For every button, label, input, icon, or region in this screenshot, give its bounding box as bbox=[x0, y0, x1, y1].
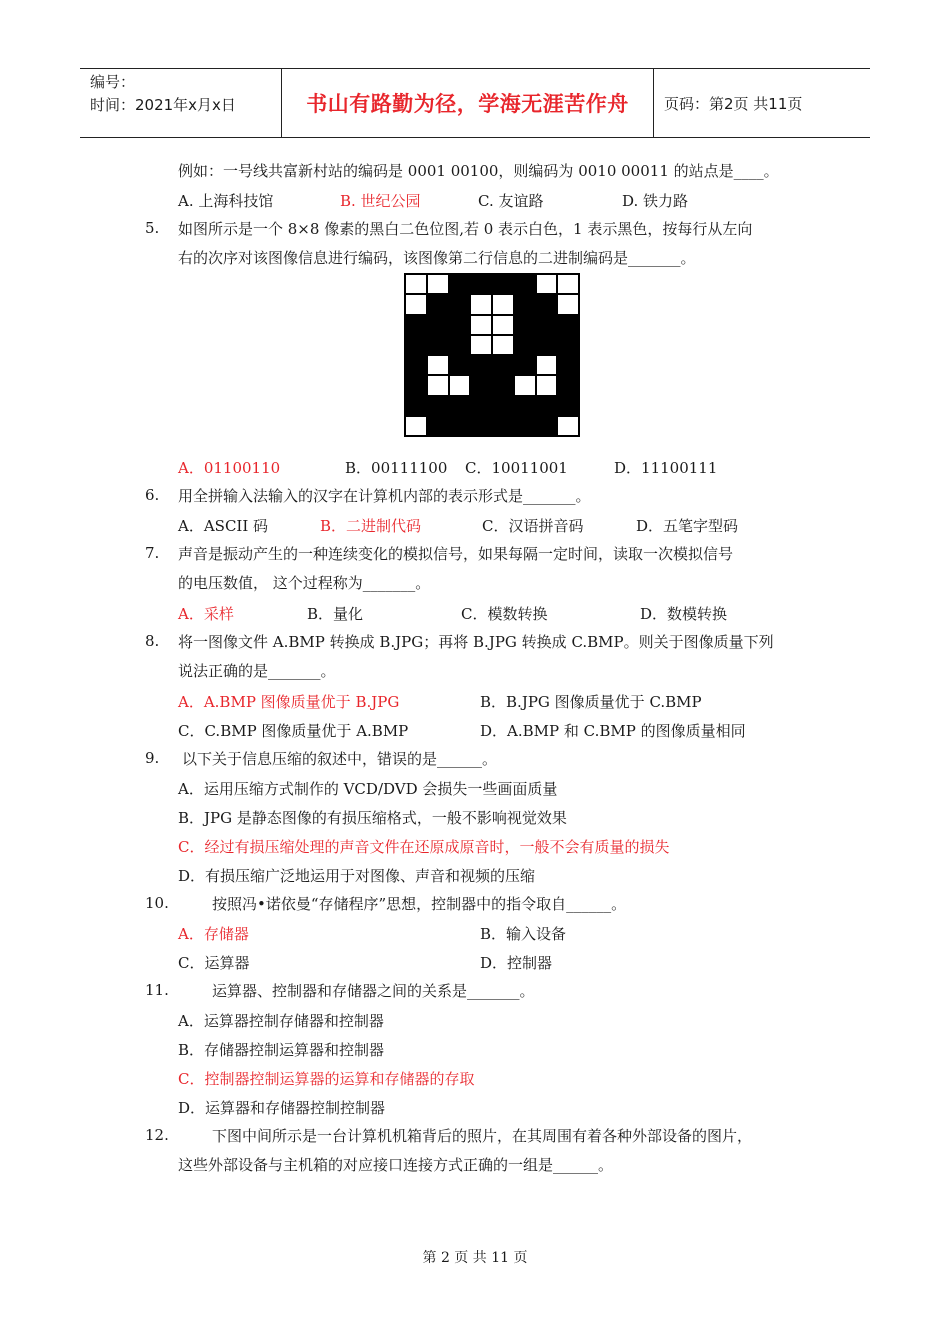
q12-text-line1: 下图中间所示是一台计算机机箱背后的照片，在其周围有着各种外部设备的图片， bbox=[212, 1127, 753, 1145]
bitmap-pixel bbox=[470, 396, 492, 416]
header-meta bbox=[80, 69, 282, 137]
q9-text-line1: 以下关于信息压缩的叙述中，错误的是______。 bbox=[182, 750, 498, 768]
q6-option-d: D．五笔字型码 bbox=[636, 517, 739, 535]
q7-option-b: B．量化 bbox=[307, 605, 364, 623]
bitmap-pixel bbox=[427, 355, 449, 375]
q11-text-line1: 运算器、控制器和存储器之间的关系是_______。 bbox=[212, 982, 535, 1000]
bitmap-pixel bbox=[536, 375, 558, 395]
bitmap-pixel bbox=[405, 335, 427, 355]
header-motto: 书山有路勤为径，学海无涯苦作舟 bbox=[282, 69, 654, 137]
q4-option-c: C. 友谊路 bbox=[478, 192, 544, 210]
q12-number: 12. bbox=[145, 1126, 169, 1144]
bitmap-pixel bbox=[514, 375, 536, 395]
bitmap-pixel bbox=[405, 315, 427, 335]
header-page-info: 页码：第2页 共11页 bbox=[664, 94, 803, 113]
q11-option-c: C．控制器控制运算器的运算和存储器的存取 bbox=[178, 1070, 475, 1088]
bitmap-pixel bbox=[405, 396, 427, 416]
bitmap-pixel bbox=[557, 274, 579, 294]
bitmap-pixel bbox=[492, 294, 514, 314]
bitmap-pixel bbox=[536, 315, 558, 335]
page-footer: 第 2 页 共 11 页 bbox=[422, 1250, 528, 1266]
q5-option-b: B．00111100 bbox=[345, 459, 448, 477]
bitmap-pixel bbox=[427, 315, 449, 335]
bitmap-pixel bbox=[427, 396, 449, 416]
bitmap-pixel bbox=[427, 294, 449, 314]
bitmap-pixel bbox=[536, 355, 558, 375]
time-label: 时间：2021年x月x日 bbox=[90, 96, 236, 114]
q9-option-a: A．运用压缩方式制作的 VCD/DVD 会损失一些画面质量 bbox=[178, 780, 558, 798]
bitmap-pixel bbox=[514, 396, 536, 416]
q11-option-a: A．运算器控制存储器和控制器 bbox=[178, 1012, 384, 1030]
bitmap-pixel bbox=[492, 315, 514, 335]
bitmap-pixel bbox=[557, 294, 579, 314]
q7-text-line1: 声音是振动产生的一种连续变化的模拟信号，如果每隔一定时间，读取一次模拟信号 bbox=[178, 545, 734, 563]
bitmap-pixel bbox=[492, 274, 514, 294]
bitmap-pixel bbox=[470, 416, 492, 436]
bitmap-pixel bbox=[557, 335, 579, 355]
q7-text-line2: 的电压数值， 这个过程称为_______。 bbox=[178, 574, 431, 592]
bitmap-pixel bbox=[536, 294, 558, 314]
bitmap-pixel bbox=[427, 375, 449, 395]
bitmap-pixel bbox=[405, 274, 427, 294]
q8-option-b: B．B.JPG 图像质量优于 C.BMP bbox=[480, 693, 702, 711]
q10-option-b: B．输入设备 bbox=[480, 925, 567, 943]
bitmap-pixel bbox=[557, 315, 579, 335]
q9-option-c: C．经过有损压缩处理的声音文件在还原成原音时，一般不会有质量的损失 bbox=[178, 838, 670, 856]
q4-option-b: B. 世纪公园 bbox=[340, 192, 421, 210]
bitmap-pixel bbox=[514, 355, 536, 375]
bitmap-pixel bbox=[405, 416, 427, 436]
bitmap-pixel bbox=[449, 355, 471, 375]
q6-option-a: A．ASCII 码 bbox=[178, 517, 269, 535]
q5-number: 5. bbox=[145, 219, 160, 237]
q5-option-a: A．01100110 bbox=[178, 459, 281, 477]
q5-text-line2: 右的次序对该图像信息进行编码，该图像第二行信息的二进制编码是_______。 bbox=[178, 249, 696, 267]
bitmap-pixel bbox=[470, 315, 492, 335]
q4-option-d: D. 铁力路 bbox=[622, 192, 689, 210]
bitmap-pixel bbox=[492, 416, 514, 436]
q7-option-c: C．模数转换 bbox=[461, 605, 548, 623]
q9-option-d: D．有损压缩广泛地运用于对图像、声音和视频的压缩 bbox=[178, 867, 536, 885]
q8-text-line1: 将一图像文件 A.BMP 转换成 B.JPG；再将 B.JPG 转换成 C.BMP。则关于图像质量下列 bbox=[178, 633, 774, 651]
q6-number: 6. bbox=[145, 486, 160, 504]
q10-option-a: A．存储器 bbox=[178, 925, 249, 943]
q8-text-line2: 说法正确的是_______。 bbox=[178, 662, 336, 680]
bitmap-pixel bbox=[449, 274, 471, 294]
bitmap-pixel bbox=[470, 335, 492, 355]
bitmap-pixel bbox=[470, 375, 492, 395]
q4-example-text: 例如：一号线共富新村站的编码是 0001 00100，则编码为 0010 00011 的站点是____。 bbox=[178, 162, 779, 180]
q6-option-c: C．汉语拼音码 bbox=[482, 517, 584, 535]
bitmap-pixel bbox=[536, 416, 558, 436]
q10-option-d: D．控制器 bbox=[480, 954, 553, 972]
bitmap-pixel bbox=[449, 416, 471, 436]
serial-label: 编号： bbox=[90, 73, 136, 91]
q6-text-line1: 用全拼输入法输入的汉字在计算机内部的表示形式是_______。 bbox=[178, 487, 591, 505]
bitmap-pixel bbox=[449, 315, 471, 335]
bitmap-pixel bbox=[536, 335, 558, 355]
bitmap-pixel bbox=[514, 335, 536, 355]
q10-text-line1: 按照冯•诺依曼“存储程序”思想，控制器中的指令取自______。 bbox=[212, 895, 627, 913]
q7-number: 7. bbox=[145, 544, 160, 562]
q7-option-a: A．采样 bbox=[178, 605, 234, 623]
bitmap-pixel bbox=[449, 396, 471, 416]
bitmap-pixel bbox=[492, 375, 514, 395]
q10-number: 10. bbox=[145, 894, 169, 912]
bitmap-pixel bbox=[427, 274, 449, 294]
bitmap-pixel bbox=[449, 335, 471, 355]
bitmap-pixel bbox=[405, 375, 427, 395]
q8-number: 8. bbox=[145, 632, 160, 650]
q6-option-b: B．二进制代码 bbox=[320, 517, 422, 535]
bitmap-pixel bbox=[557, 396, 579, 416]
q5-text-line1: 如图所示是一个 8×8 像素的黑白二色位图,若 0 表示白色，1 表示黑色，按每行从左向 bbox=[178, 220, 753, 238]
q4-option-a: A. 上海科技馆 bbox=[178, 192, 274, 210]
bitmap-pixel bbox=[427, 416, 449, 436]
q9-option-b: B．JPG 是静态图像的有损压缩格式，一般不影响视觉效果 bbox=[178, 809, 567, 827]
bitmap-pixel bbox=[492, 396, 514, 416]
q9-number: 9. bbox=[145, 749, 160, 767]
q5-option-c: C．10011001 bbox=[465, 459, 568, 477]
bitmap-pixel bbox=[514, 274, 536, 294]
q11-number: 11. bbox=[145, 981, 169, 999]
bitmap-8x8 bbox=[404, 273, 580, 437]
bitmap-pixel bbox=[557, 355, 579, 375]
bitmap-pixel bbox=[405, 355, 427, 375]
q8-option-d: D．A.BMP 和 C.BMP 的图像质量相同 bbox=[480, 722, 746, 740]
q8-option-a: A．A.BMP 图像质量优于 B.JPG bbox=[178, 693, 400, 711]
q5-option-d: D．11100111 bbox=[614, 459, 718, 477]
bitmap-pixel bbox=[470, 355, 492, 375]
bitmap-pixel bbox=[470, 274, 492, 294]
bitmap-pixel bbox=[536, 396, 558, 416]
q11-option-b: B．存储器控制运算器和控制器 bbox=[178, 1041, 385, 1059]
bitmap-pixel bbox=[470, 294, 492, 314]
bitmap-pixel bbox=[557, 375, 579, 395]
q12-text-line2: 这些外部设备与主机箱的对应接口连接方式正确的一组是______。 bbox=[178, 1156, 614, 1174]
bitmap-pixel bbox=[449, 294, 471, 314]
bitmap-pixel bbox=[514, 315, 536, 335]
bitmap-pixel bbox=[536, 274, 558, 294]
bitmap-pixel bbox=[405, 294, 427, 314]
page-header bbox=[80, 68, 870, 138]
bitmap-pixel bbox=[427, 335, 449, 355]
bitmap-pixel bbox=[449, 375, 471, 395]
q11-option-d: D．运算器和存储器控制控制器 bbox=[178, 1099, 386, 1117]
bitmap-pixel bbox=[514, 416, 536, 436]
bitmap-pixel bbox=[492, 355, 514, 375]
q7-option-d: D．数模转换 bbox=[640, 605, 728, 623]
bitmap-pixel bbox=[514, 294, 536, 314]
bitmap-pixel bbox=[492, 335, 514, 355]
q10-option-c: C．运算器 bbox=[178, 954, 250, 972]
bitmap-pixel bbox=[557, 416, 579, 436]
q8-option-c: C．C.BMP 图像质量优于 A.BMP bbox=[178, 722, 409, 740]
